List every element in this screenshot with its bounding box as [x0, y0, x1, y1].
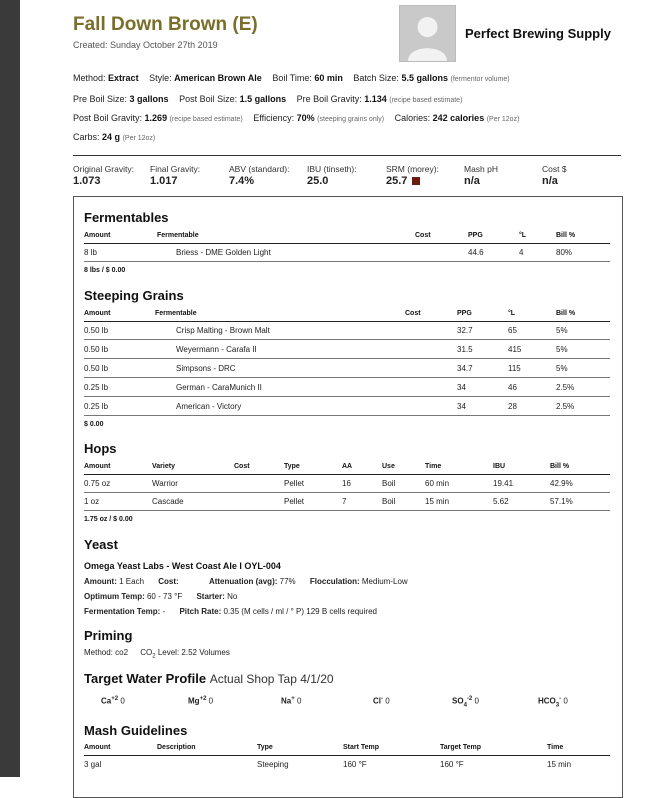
cell-time: 60 min	[425, 479, 450, 488]
yeast-line-1: Amount: 1 Each Cost: Attenuation (avg): 77% Flocculation: Medium-Low	[84, 577, 408, 586]
cell-amount: 0.50 lb	[84, 345, 109, 354]
cell-fermentable: German - CaraMunich II	[176, 383, 262, 392]
recipe-title: Fall Down Brown (E)	[73, 14, 258, 35]
hops-title: Hops	[84, 441, 117, 456]
water-profile-title: Target Water Profile Actual Shop Tap 4/1/20	[84, 671, 334, 686]
cell-ppg: 31.5	[457, 345, 473, 354]
cell-ibu: 5.62	[493, 497, 509, 506]
fermentables-title: Fermentables	[84, 210, 169, 225]
cell-lovibond: 415	[508, 345, 522, 354]
cell-lovibond: 28	[508, 402, 517, 411]
shop-name: Perfect Brewing Supply	[465, 26, 611, 41]
steeping-header-amount: Amount	[84, 310, 111, 317]
cell-fermentable: Simpsons - DRC	[176, 364, 236, 373]
mash-header-start-temp: Start Temp	[343, 744, 380, 751]
cell-fermentable: Weyermann - Carafa II	[176, 345, 257, 354]
yeast-name: Omega Yeast Labs - West Coast Ale I OYL-004	[84, 561, 281, 571]
cell-amount: 0.50 lb	[84, 326, 109, 335]
mash-header-time: Time	[547, 744, 564, 751]
cell-lovibond: 46	[508, 383, 517, 392]
table-header-line	[84, 755, 610, 756]
yeast-line-3: Fermentation Temp: - Pitch Rate: 0.35 (M cells / ml / ° P) 129 B cells required	[84, 607, 377, 616]
cell-lovibond: 65	[508, 326, 517, 335]
stat-ibu: IBU (tinseth): 25.0	[307, 164, 357, 187]
water-na: Na+ 0	[281, 696, 302, 706]
cell-fermentable: Crisp Malting - Brown Malt	[176, 326, 270, 335]
cell-use: Boil	[382, 497, 396, 506]
cell-variety: Warrior	[152, 479, 178, 488]
steeping-header-bill: Bill %	[556, 310, 576, 317]
meta-line-2: Pre Boil Size: 3 gallons Post Boil Size: 1.5 gallons Pre Boil Gravity: 1.134 (recipe based estimate)	[73, 94, 463, 104]
cell-lovibond: 4	[519, 248, 524, 257]
cell-target-temp: 160 °F	[440, 760, 464, 769]
cell-type: Pellet	[284, 479, 305, 488]
fermentables-header-ppg: PPG	[468, 232, 483, 239]
row-line	[84, 510, 610, 511]
cell-bill: 5%	[556, 364, 568, 373]
priming-title: Priming	[84, 628, 133, 643]
cell-bill: 2.5%	[556, 383, 575, 392]
cell-bill: 42.9%	[550, 479, 573, 488]
yeast-title: Yeast	[84, 537, 118, 552]
cell-amount: 0.25 lb	[84, 402, 109, 411]
table-header-line	[84, 321, 610, 322]
hops-header-bill: Bill %	[550, 463, 570, 470]
yeast-line-2: Optimum Temp: 60 - 73 °F Starter: No	[84, 592, 238, 601]
created-date: Created: Sunday October 27th 2019	[73, 40, 218, 50]
cell-amount: 0.50 lb	[84, 364, 109, 373]
steeping-grains-title: Steeping Grains	[84, 288, 184, 303]
mash-header-type: Type	[257, 744, 273, 751]
fermentables-total: 8 lbs / $ 0.00	[84, 267, 126, 274]
hops-header-use: Use	[382, 463, 395, 470]
cell-fermentable: Briess - DME Golden Light	[176, 248, 271, 257]
row-line	[84, 396, 610, 397]
cell-ppg: 34.7	[457, 364, 473, 373]
cell-bill: 2.5%	[556, 402, 575, 411]
fermentables-header-amount: Amount	[84, 232, 111, 239]
cell-variety: Cascade	[152, 497, 184, 506]
row-line	[84, 261, 610, 262]
fermentables-header-fermentable: Fermentable	[157, 232, 199, 239]
fermentables-header-cost: Cost	[415, 232, 431, 239]
steeping-header-cost: Cost	[405, 310, 421, 317]
row-line	[84, 492, 610, 493]
water-mg: $Mg^{+2}$ 0	[188, 696, 214, 706]
cell-amount: 0.25 lb	[84, 383, 109, 392]
cell-ppg: 44.6	[468, 248, 484, 257]
cell-ppg: 34	[457, 402, 466, 411]
cell-time: 15 min	[547, 760, 572, 769]
divider	[73, 155, 621, 156]
hops-header-variety: Variety	[152, 463, 175, 470]
steeping-header-lovibond: °L	[508, 310, 516, 317]
meta-line-1: Method: Extract Style: American Brown Ale Boil Time: 60 min Batch Size: 5.5 gallons (fermentor volume)	[73, 73, 510, 83]
row-line	[84, 358, 610, 359]
water-cl: Cl- 0	[373, 696, 390, 706]
fermentables-header-lovibond: °L	[519, 232, 527, 239]
cell-bill: 5%	[556, 345, 568, 354]
cell-fermentable: American - Victory	[176, 402, 242, 411]
table-header-line	[84, 243, 610, 244]
hops-header-type: Type	[284, 463, 300, 470]
cell-amount: 1 oz	[84, 497, 100, 506]
row-line	[84, 415, 610, 416]
mash-header-target-temp: Target Temp	[440, 744, 481, 751]
cell-bill: 57.1%	[550, 497, 573, 506]
water-so4: $SO_4^{-2}$ 0	[452, 696, 479, 709]
water-hco3: $HCO_3^-$ 0	[538, 696, 568, 709]
hops-header-time: Time	[425, 463, 442, 470]
left-edge-bar	[0, 0, 20, 777]
water-ca: $Ca^{+2}$ 0	[101, 696, 125, 706]
hops-header-cost: Cost	[234, 463, 250, 470]
cell-ppg: 32.7	[457, 326, 473, 335]
srm-color-swatch	[412, 177, 420, 185]
stat-srm: SRM (morey): 25.7	[386, 164, 439, 187]
fermentables-header-bill: Bill %	[556, 232, 576, 239]
stat-fg: Final Gravity: 1.017	[150, 164, 201, 187]
mash-header-description: Description	[157, 744, 196, 751]
hops-total: 1.75 oz / $ 0.00	[84, 516, 133, 523]
cell-bill: 80%	[556, 248, 573, 257]
steeping-header-fermentable: Fermentable	[155, 310, 197, 317]
cell-use: Boil	[382, 479, 396, 488]
hops-header-ibu: IBU	[493, 463, 506, 470]
hops-header-aa: AA	[342, 463, 353, 470]
cell-aa: 7	[342, 497, 347, 506]
steeping-total: $ 0.00	[84, 421, 104, 428]
stat-cost: Cost $ n/a	[542, 164, 567, 187]
cell-start-temp: 160 °F	[343, 760, 367, 769]
cell-ppg: 34	[457, 383, 466, 392]
hops-header-amount: Amount	[84, 463, 111, 470]
avatar[interactable]	[399, 5, 456, 62]
mash-guidelines-title: Mash Guidelines	[84, 723, 188, 738]
cell-lovibond: 115	[508, 364, 521, 373]
cell-amount: 8 lb	[84, 248, 97, 257]
user-icon	[400, 6, 455, 61]
priming-line: Method: co2 $CO_2$ Level: 2.52 Volumes	[84, 648, 230, 660]
table-header-line	[84, 474, 610, 475]
meta-line-4: Carbs: 24 g (Per 12oz)	[73, 132, 156, 142]
cell-type: Steeping	[257, 760, 289, 769]
mash-header-amount: Amount	[84, 744, 111, 751]
cell-amount: 3 gal	[84, 760, 102, 769]
row-line	[84, 339, 610, 340]
stat-abv: ABV (standard): 7.4%	[229, 164, 290, 187]
stat-mash-ph: Mash pH n/a	[464, 164, 499, 187]
cell-bill: 5%	[556, 326, 568, 335]
cell-aa: 16	[342, 479, 351, 488]
cell-time: 15 min	[425, 497, 450, 506]
stat-og: Original Gravity: 1.073	[73, 164, 134, 187]
cell-type: Pellet	[284, 497, 305, 506]
cell-ibu: 19.41	[493, 479, 514, 488]
cell-amount: 0.75 oz	[84, 479, 111, 488]
meta-line-3: Post Boil Gravity: 1.269 (recipe based estimate) Efficiency: 70% (steeping grains only) Calories: 242 calories (Per 12oz)	[73, 113, 520, 123]
steeping-header-ppg: PPG	[457, 310, 472, 317]
row-line	[84, 377, 610, 378]
